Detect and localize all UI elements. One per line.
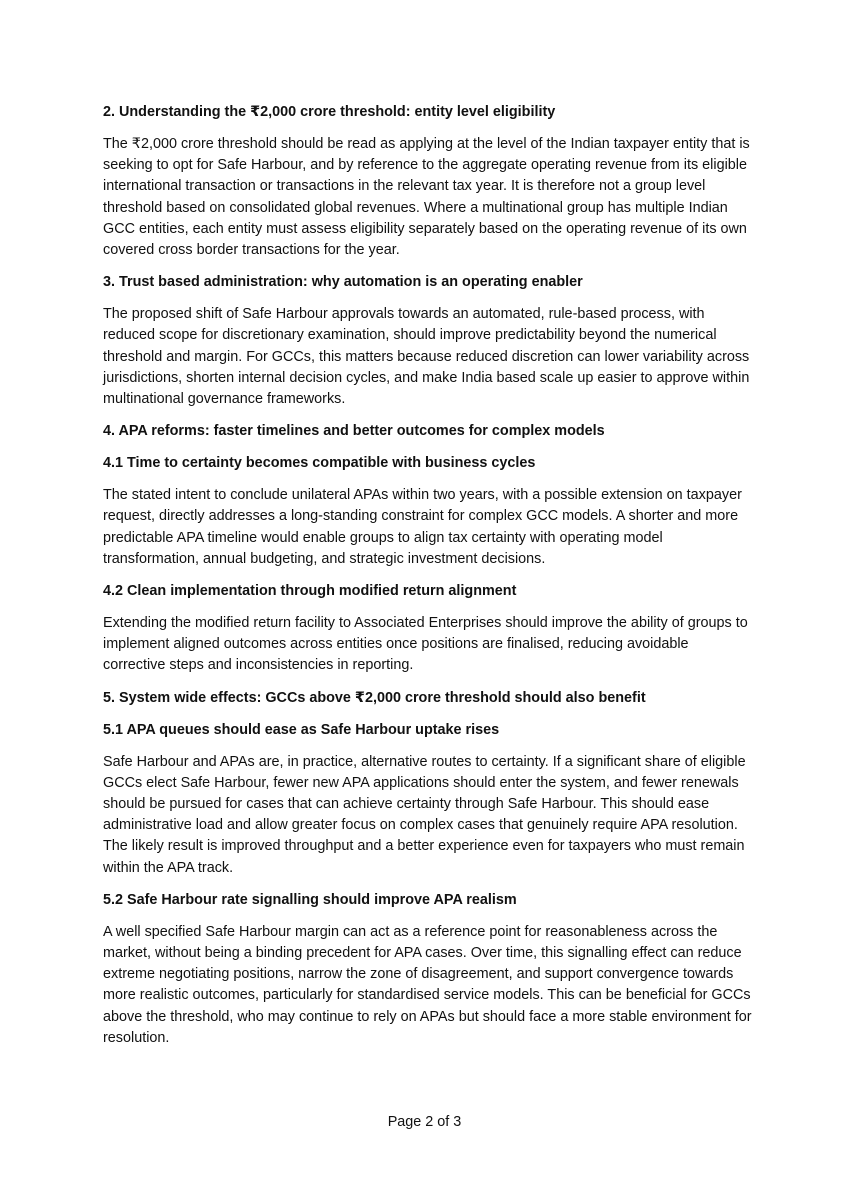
section-4-heading: 4. APA reforms: faster timelines and better outcomes for complex models bbox=[103, 423, 605, 440]
section-2-paragraph: The ₹2,000 crore threshold should be read as applying at the level of the Indian taxpayer entity that is seeking to opt for Safe Harbour, and by reference to the aggregate operating revenue from its eligible international transaction or transactions in the relevant tax year. It is therefore not a group level threshold based on consolidated global revenues. Where a multinational group has multiple Indian GCC entities, each entity must assess eligibility separately based on the operating revenue of its own covered cross border transactions for the year. bbox=[103, 136, 750, 259]
section-4-2-heading: 4.2 Clean implementation through modified return alignment bbox=[103, 583, 517, 600]
section-3-paragraph: The proposed shift of Safe Harbour approvals towards an automated, rule-based process, with reduced scope for discretionary examination, should improve predictability beyond the numerical threshold and margin. For GCCs, this matters because reduced discretion can lower variability across jurisdictions, shorten internal decision cycles, and make India based scale up easier to approve within multinational governance frameworks. bbox=[103, 306, 750, 408]
section-5-heading: 5. System wide effects: GCCs above ₹2,000 crore threshold should also benefit bbox=[103, 689, 646, 706]
section-5-1-paragraph: Safe Harbour and APAs are, in practice, alternative routes to certainty. If a significant share of eligible GCCs elect Safe Harbour, fewer new APA applications should enter the system, and fewer renewals should be pursued for cases that can achieve certainty through Safe Harbour. This should ease administrative load and allow greater focus on complex cases that genuinely require APA resolution. The likely result is improved throughput and a better experience even for taxpayers who must remain within the APA track. bbox=[103, 753, 746, 876]
page-number: Page 2 of 3 bbox=[387, 1114, 462, 1130]
section-5-2-heading: 5.2 Safe Harbour rate signalling should improve APA realism bbox=[103, 891, 517, 908]
section-4-1-paragraph: The stated intent to conclude unilateral APAs within two years, with a possible extension on taxpayer request, directly addresses a long-standing constraint for complex GCC models. A shorter and more predictable APA timeline would enable groups to align tax certainty with operating model transformation, annual budgeting, and strategic investment decisions. bbox=[103, 487, 742, 567]
section-5-1-heading: 5.1 APA queues should ease as Safe Harbour uptake rises bbox=[103, 721, 500, 738]
document-body bbox=[103, 102, 753, 1060]
section-5-2-paragraph: A well specified Safe Harbour margin can act as a reference point for reasonableness across the market, without being a binding precedent for APA cases. Over time, this signalling effect can reduce extreme negotiating positions, narrow the zone of disagreement, and support convergence towards more realistic outcomes, particularly for standardised service models. This can be beneficial for GCCs above the threshold, who may continue to rely on APAs but should face a more stable environment for resolution. bbox=[103, 923, 752, 1046]
section-4-2-paragraph: Extending the modified return facility to Associated Enterprises should improve the ability of groups to implement aligned outcomes across entities once positions are finalised, reducing avoidable corrective steps and inconsistencies in reporting. bbox=[103, 615, 748, 674]
section-3-heading: 3. Trust based administration: why automation is an operating enabler bbox=[103, 274, 583, 291]
section-4-1-heading: 4.1 Time to certainty becomes compatible with business cycles bbox=[103, 455, 536, 472]
section-2-heading: 2. Understanding the ₹2,000 crore threshold: entity level eligibility bbox=[103, 104, 556, 120]
